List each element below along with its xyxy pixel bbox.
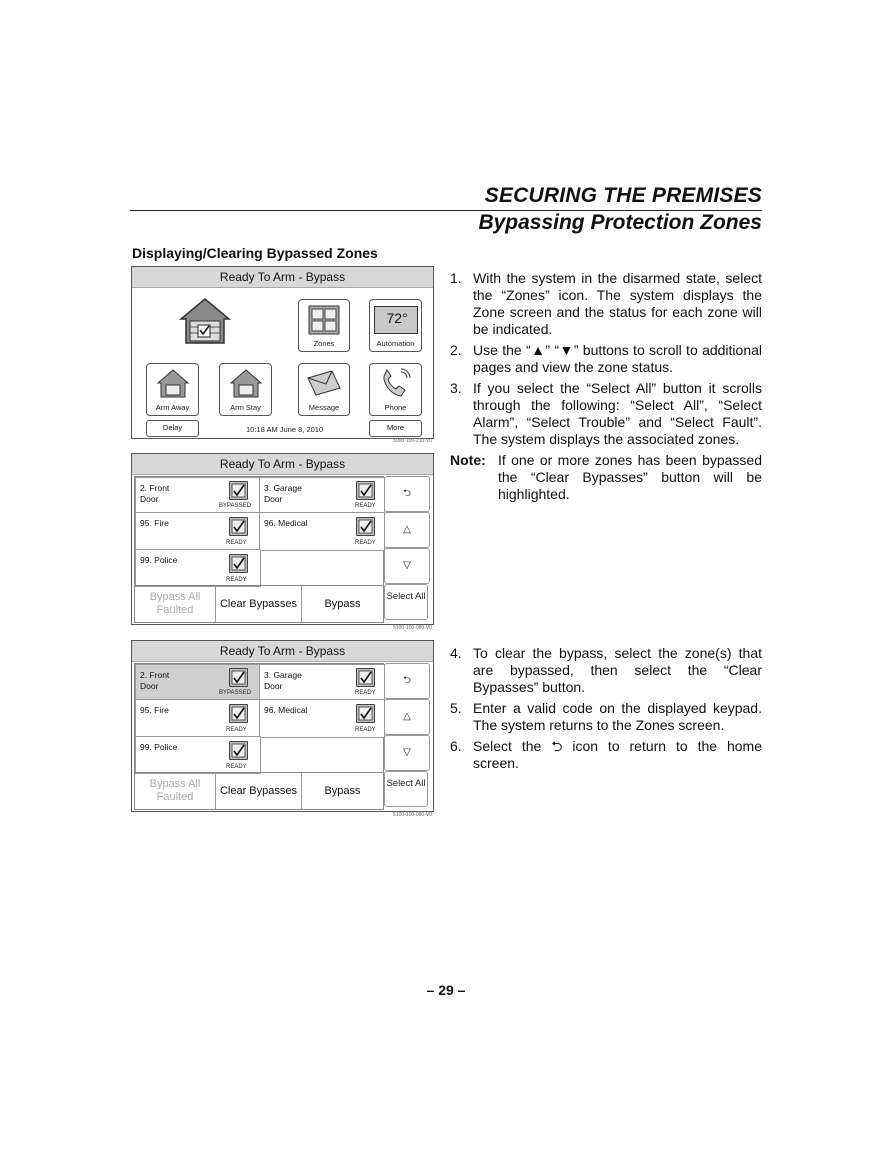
automation-label: Automation [376,339,415,348]
zone-cell[interactable] [135,549,261,587]
home-screen-figure [131,266,434,439]
step-text: Use the “▲” “▼” buttons to scroll to additional pages and view the zone status. [473,342,762,375]
arm-away-icon [156,368,190,403]
zone-status: READY [355,503,376,509]
step-item [450,645,762,696]
step-item [450,700,762,734]
note-text: If one or more zones has been bypassed the “Clear Bypasses” button will be highlighted. [498,452,762,502]
side-controls [384,476,429,622]
steps-list-a [450,270,762,503]
select-all-button[interactable]: Select All [384,584,428,620]
figure-code: 5000-100-210-V0 [393,438,432,444]
envelope-icon [306,370,342,401]
zone-cell-selected[interactable] [135,664,261,701]
zone-status: READY [226,727,247,733]
step-number: 4. [450,645,462,661]
zone-cell[interactable] [259,664,385,701]
arm-away-label: Arm Away [155,403,190,412]
check-icon [229,517,248,536]
check-icon [356,668,375,687]
date-time: 10:18 AM June 8, 2010 [246,425,324,434]
screen-title: Ready To Arm - Bypass [132,454,433,475]
clear-bypasses-button[interactable]: Clear Bypasses [216,586,302,622]
scroll-down-button[interactable]: ▽ [384,548,430,584]
screen-title: Ready To Arm - Bypass [132,641,433,662]
arm-stay-tile[interactable] [219,363,272,416]
select-all-button[interactable]: Select All [384,771,428,807]
bypass-button[interactable]: Bypass [324,784,361,797]
bypass-check-icon [229,668,248,687]
zones-label: Zones [313,339,335,348]
zone-cell[interactable] [259,477,385,514]
arm-stay-label: Arm Stay [230,403,261,412]
subhead: Displaying/Clearing Bypassed Zones [132,245,378,261]
zone-name: 3. Garage Door [264,483,302,504]
page-number: – 29 – [426,982,466,998]
zone-cell[interactable] [135,512,261,551]
zone-name: 2. Front Door [140,670,170,691]
zone-status: BYPASSED [219,690,251,696]
zones-screen-selected-figure [131,640,434,812]
subsection-title: Bypassing Protection Zones [478,211,762,234]
step-item [450,380,762,448]
house-status-icon [178,297,232,350]
zone-grid [134,476,384,586]
zone-status: READY [226,764,247,770]
zones-screen-figure [131,453,434,625]
zone-cell[interactable] [259,512,385,551]
section-title: SECURING THE PREMISES [484,184,762,207]
step-number: 3. [450,380,462,396]
step-text: Enter a valid code on the displayed keypad. The system returns to the Zones screen. [473,700,762,733]
temperature-readout: 72° [386,310,408,326]
check-icon [356,517,375,536]
zone-name: 3. Garage Door [264,670,302,691]
check-icon [356,704,375,723]
zone-status: READY [355,690,376,696]
more-button[interactable]: More [369,420,422,437]
zones-tile[interactable] [298,299,350,352]
zone-grid [134,663,384,773]
zone-name: 99. Police [140,742,178,752]
bypass-check-icon [229,481,248,500]
zone-status: READY [355,727,376,733]
phone-tile[interactable] [369,363,422,416]
thermostat-icon [374,306,418,334]
zone-name: 99. Police [140,555,178,565]
back-button[interactable]: ⮌ [384,663,430,699]
scroll-down-button[interactable]: ▽ [384,735,430,771]
check-icon [356,481,375,500]
check-icon [229,741,248,760]
phone-label: Phone [384,403,407,412]
side-controls [384,663,429,809]
step-number: 1. [450,270,462,286]
zone-status: READY [226,577,247,583]
note [450,452,762,503]
message-label: Message [308,403,340,412]
arm-away-tile[interactable] [146,363,199,416]
screen-title: Ready To Arm - Bypass [132,267,433,288]
delay-button[interactable]: Delay [146,420,199,437]
step-number: 6. [450,738,462,754]
step-number: 2. [450,342,462,358]
action-bar [134,772,384,810]
step-text: To clear the bypass, select the zone(s) that are bypassed, then select the “Clear Bypasses” button. [473,645,762,695]
steps-list-b [450,645,762,776]
figure-code: 5100-100-089-V0 [393,625,432,631]
message-tile[interactable] [298,363,350,416]
zone-status: BYPASSED [219,503,251,509]
bypass-all-faulted-button[interactable]: Bypass All Faulted [135,773,216,809]
zone-status: READY [226,540,247,546]
step-item [450,342,762,376]
step-item [450,270,762,338]
back-button[interactable]: ⮌ [384,476,430,512]
zone-cell[interactable] [135,477,261,514]
zones-grid-icon [308,305,340,340]
action-bar [134,585,384,623]
zone-cell[interactable] [259,699,385,738]
step-text: Select the ⮌ icon to return to the home screen. [473,738,762,771]
zone-name: 96. Medical [264,705,308,715]
bypass-all-faulted-button[interactable]: Bypass All Faulted [135,586,216,622]
zone-status: READY [355,540,376,546]
automation-tile[interactable] [369,299,422,352]
step-text: If you select the “Select All” button it scrolls through the following: “Select All”, “Select Alarm”, “Select Trouble” and “Select Fault”. The system displays the associated zones. [473,380,762,447]
phone-icon [379,368,413,403]
scroll-up-button[interactable]: △ [384,699,430,735]
figure-code: 5100-100-090-V0 [393,812,432,818]
zone-name: 95. Fire [140,705,169,715]
clear-bypasses-button[interactable]: Clear Bypasses [216,773,302,809]
step-text: With the system in the disarmed state, select the “Zones” icon. The system displays the Zone screen and the status for each zone will be indicated. [473,270,762,337]
zone-name: 95. Fire [140,518,169,528]
arm-stay-icon [229,368,263,403]
scroll-up-button[interactable]: △ [384,512,430,548]
step-number: 5. [450,700,462,716]
step-item [450,738,762,772]
bypass-button[interactable]: Bypass [324,597,361,610]
zone-name: 96. Medical [264,518,308,528]
zone-cell[interactable] [135,736,261,774]
zone-name: 2. Front Door [140,483,170,504]
note-label: Note: [450,452,486,468]
check-icon [229,704,248,723]
zone-cell[interactable] [135,699,261,738]
check-icon [229,554,248,573]
